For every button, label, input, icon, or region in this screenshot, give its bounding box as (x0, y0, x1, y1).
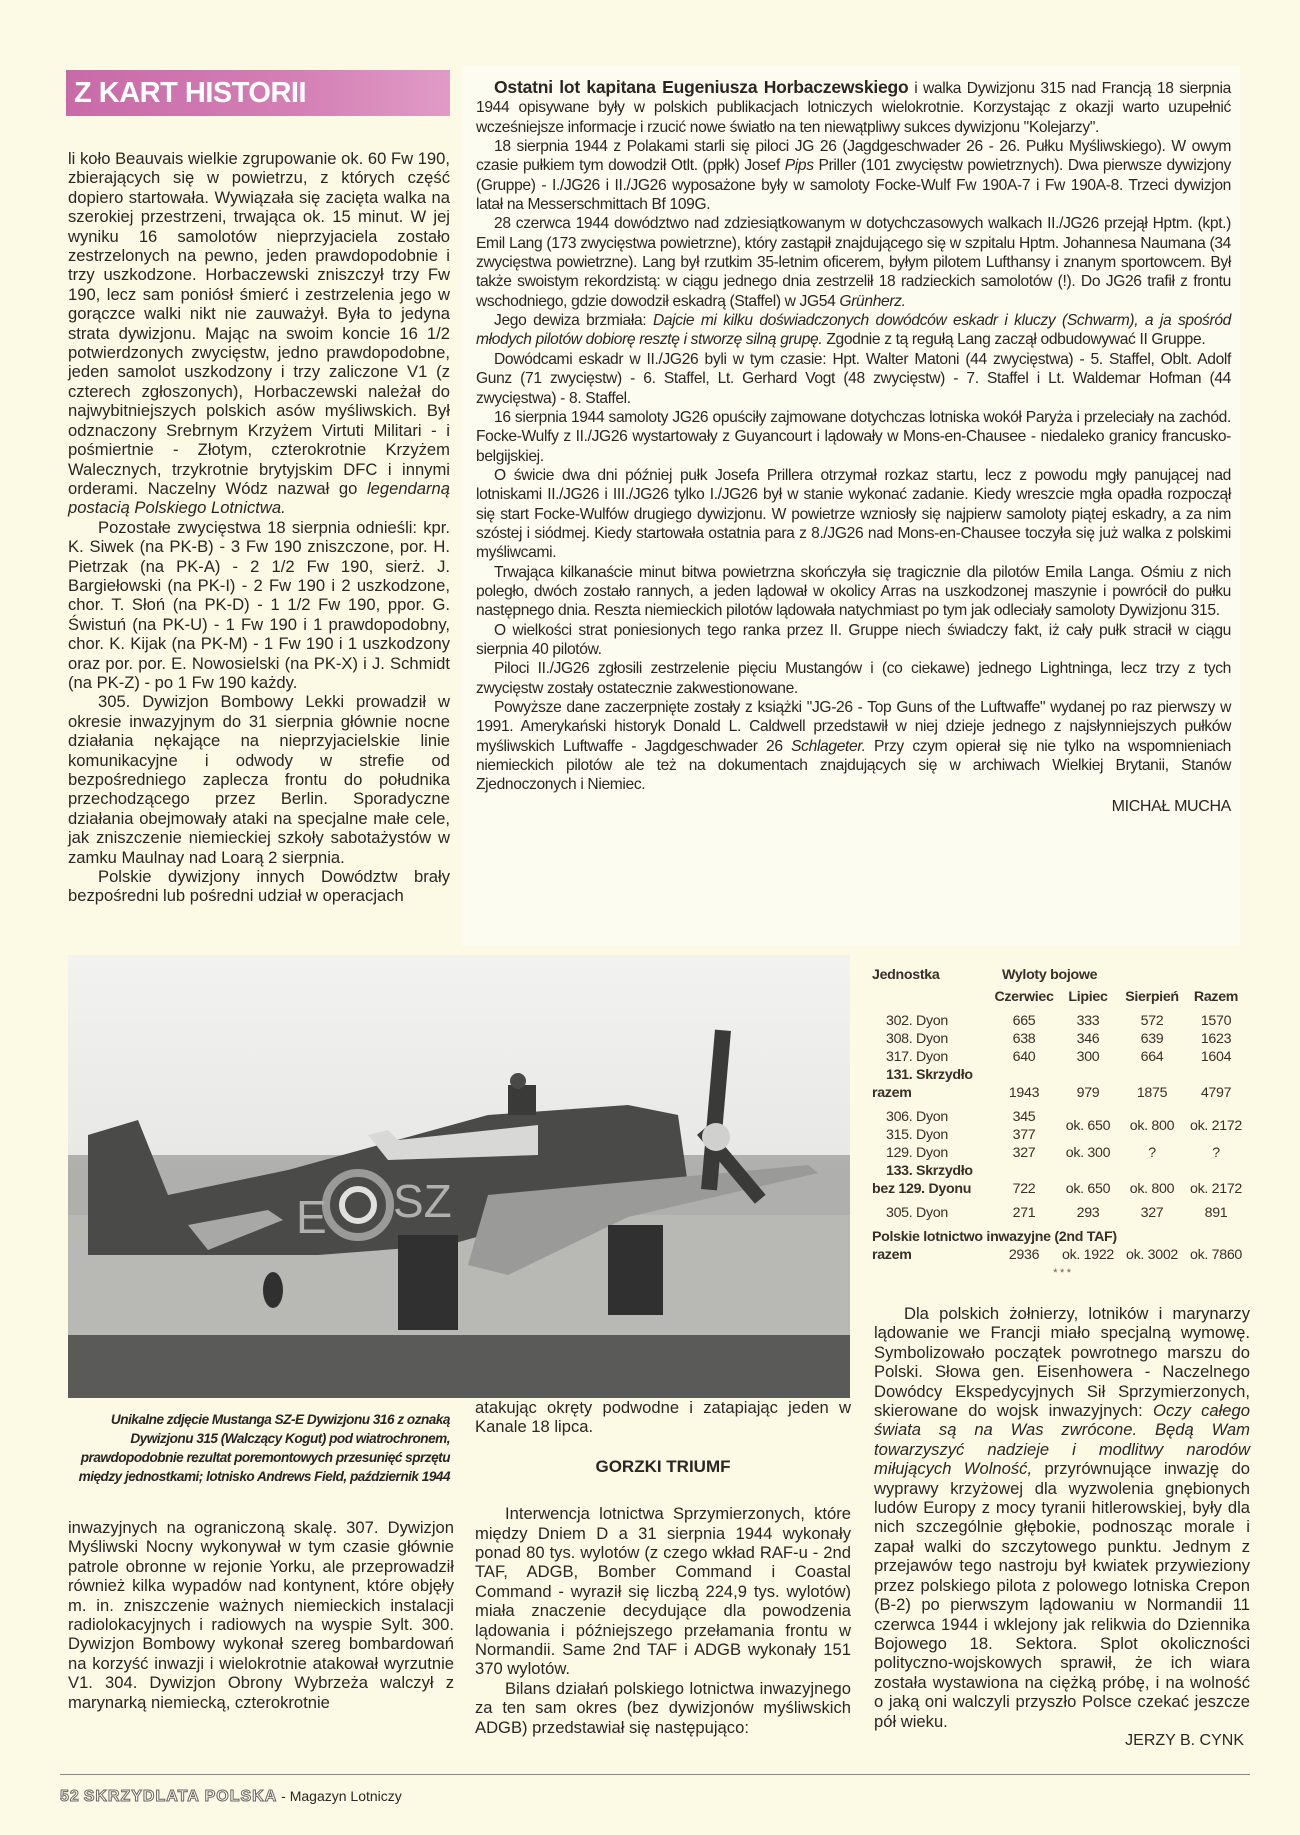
table-cell (992, 1162, 1056, 1180)
table-row (872, 1118, 1252, 1144)
magazine-logo: SKRZYDLATA POLSKA (83, 1788, 278, 1805)
table-header-group: Wyloty bojowe (1002, 967, 1098, 983)
table-row (872, 1048, 1252, 1066)
table-row (872, 1246, 1252, 1264)
paragraph: Interwencja lotnictwa Sprzymierzonych, które między Dniem D a 31 sierpnia 1944 wykonały ponad 80 tys. wylotów (z czego wkład RAF-u - 2nd TAF, ADGB, Bomber Command i Coastal Command - wyraził się liczbą 224,9 tys. wylotów) miała znaczenie decydujące dla powodzenia lądowania i późniejszego przełamania frontu w Normandii. Same 2nd TAF i ADGB wykonały 151 370 wylotów. (475, 1504, 851, 1679)
paragraph: O wielkości strat poniesionych tego ranka przez II. Gruppe niech świadczy fakt, iż cały pułk stracił w ciągu sierpnia 40 pilotów. (476, 621, 1231, 658)
paragraph: Polskie dywizjony innych Dowództw brały bezpośredni lub pośredni udział w operacjach (68, 867, 450, 906)
table-cell: 293 (1076, 1205, 1100, 1221)
table-cell: 346 (1076, 1031, 1100, 1047)
right-bottom-column (874, 1304, 1250, 1750)
table-cell: 327 (1140, 1205, 1164, 1221)
bottom-left-text (68, 1518, 454, 1712)
table-cell: 665 (1012, 1013, 1036, 1029)
table-cell: 300 (1076, 1049, 1100, 1065)
table-row-label: 302. Dyon (886, 1013, 948, 1029)
table-cell: ok. 800 (1129, 1118, 1175, 1134)
table-cell: ok. 1922 (1061, 1247, 1115, 1263)
table-row (872, 1180, 1252, 1198)
paragraph: Jego dewiza brzmiała: Dajcie mi kilku doświadczonych dowódców eskadr i kluczy (Schwarm), a ja spośród młodych pilotów dobiorę resztę i stworzę silną grupę. Zgodnie z tą regułą Lang zaczął odbudowywać II Gruppe. (476, 312, 1231, 349)
table-cell: 664 (1140, 1049, 1164, 1065)
table-cell: ok. 3002 (1125, 1247, 1179, 1263)
table-row-label: 306. Dyon (886, 1109, 948, 1125)
table-row-label: razem (872, 1247, 912, 1263)
table-cell: 638 (1012, 1031, 1036, 1047)
table-cell (1184, 1162, 1248, 1180)
table-cell (1120, 1066, 1184, 1084)
table-cell: ok. 800 (1129, 1181, 1175, 1197)
table-cell: 4797 (1200, 1085, 1232, 1101)
table-row (872, 1030, 1252, 1048)
table-cell: 1604 (1200, 1049, 1232, 1065)
paragraph: li koło Beauvais wielkie zgrupowanie ok. 60 Fw 190, zbierających się w powietrzu, z których część dopiero startowała. Wywiązała się zacięta walka na szerokiej przestrzeni, trwająca ok. 15 minut. W jej wyniku 16 samolotów nieprzyjaciela zostało zestrzelonych na pewno, jeden prawdopodobnie i trzy uszkodzone. Horbaczewski zniszczył trzy Fw 190, lecz sam poniósł śmierć i zestrzelenia jego w gorączce walki nikt nie zauważył. Była to jedyna strata dywizjonu. Mając na swoim koncie 16 1/2 potwierdzonych zwycięstw, jedno prawdopodobne, jeden samolot uszkodzony i trzy zaliczone V1 (z czterech zgłoszonych), Horbaczewski należał do najwybitniejszych polskich asów myśliwskich. Był odznaczony Srebrnym Krzyżem Virtuti Militari - i pośmiertnie - Złotym, czterokrotnie Krzyżem Walecznych, trzykrotnie brytyjskim DFC i innymi orderami. Naczelny Wódz nazwał go legendarną postacią Polskiego Lotnictwa. (68, 149, 450, 518)
table-column-header: Razem (1193, 989, 1239, 1005)
continuation-text: atakując okręty podwodne i zatapiając jeden w Kanale 18 lipca. (475, 1398, 851, 1437)
table-cell: ok. 2172 (1189, 1181, 1243, 1197)
table-row-label: 129. Dyon (886, 1145, 948, 1161)
paragraph: Piloci II./JG26 zgłosili zestrzelenie pięciu Mustangów i (co ciekawe) jednego Lightninga, lecz trzy z tych zwycięstw zostały ostatecznie zakwestionowane. (476, 660, 1231, 697)
table-row (872, 1162, 1252, 1180)
table-cell: 1570 (1200, 1013, 1232, 1029)
table-cell: 722 (1012, 1181, 1036, 1197)
table-row (872, 1204, 1252, 1222)
table-cell (1120, 1162, 1184, 1180)
article-author: JERZY B. CYNK (1125, 1731, 1244, 1749)
table-cell: 572 (1140, 1013, 1164, 1029)
page-footer (60, 1788, 402, 1806)
table-cell: 2936 (1008, 1247, 1040, 1263)
paragraph: Dla polskich żołnierzy, lotników i marynarzy lądowanie we Francji miało specjalną wymowę. Symbolizowało początek powrotnego marszu do Polski. Słowa gen. Eisenhowera - Naczelnego Dowódcy Ekspedycyjnych Sił Sprzymierzonych, skierowane do wojsk inwazyjnych: Oczy całego świata są na Was zwrócone. Będą Wam towarzyszyć nadzieje i modlitwy narodów miłujących Wolność, przyrównujące inwazję do wyprawy krzyżowej dla wyzwolenia gnębionych ludów Europy z mocy tyranii hitlerowskiej, były dla nich szczególnie głębokie, podnosząc morale i zapał walki do szczytowego punktu. Jednym z przejawów tego nastroju był kwiatek przywieziony przez polskiego pilota z polowego lotniska Crepon (B-2) po pierwszym lądowaniu w Normandii 11 czerwca 1944 i wklejony jak relikwia do Dziennika Bojowego 18. Sektora. Splot okoliczności polityczno-wojskowych sprawił, że ich wiara została wystawiona na ciężką próbę, i na wolność o jaką oni walczyli przyszło Polsce czekać jeszcze pół wieku. (874, 1304, 1250, 1731)
table-column-header: Czerwiec (994, 989, 1054, 1005)
sorties-table (872, 966, 1252, 1280)
table-row-label: 133. Skrzydło (886, 1163, 973, 1179)
table-cell: 639 (1140, 1031, 1164, 1047)
paragraph: 18 sierpnia 1944 z Polakami starli się piloci JG 26 (Jagdgeschwader 26 - 26. Pułku Myśliwskiego). W owym czasie pułkiem tym dowodził Otlt. (ppłk) Josef Pips Priller (101 zwycięstw powietrznych). Dwa pierwsze dywizjony (Gruppe) - I./JG26 i II./JG26 wyposażone były w samoloty Focke-Wulf Fw 190A-7 i Fw 190A-8. Trzeci dywizjon latał na Messerschmittach Bf 109G. (476, 138, 1231, 214)
table-cell: ok. 7860 (1189, 1247, 1243, 1263)
table-cell (992, 1066, 1056, 1084)
paragraph: Bilans działań polskiego lotnictwa inwazyjnego za ten sam okres (bez dywizjonów myśliwskich ADGB) przedstawiał się następująco: (475, 1678, 851, 1737)
table-row (872, 1084, 1252, 1102)
table-row-label: 305. Dyon (886, 1205, 948, 1221)
table-cell: ok. 300 (1065, 1145, 1111, 1161)
paragraph: Powyższe dane zaczerpnięte zostały z książki "JG-26 - Top Guns of the Luftwaffe" wydanej po raz pierwszy w 1991. Amerykański historyk Donald L. Caldwell przedstawił w niej dzieje jednego z najsłynniejszych pułków myśliwskich Luftwaffe - Jagdgeschwader 26 Schlageter. Przy czym opierał się nie tylko na wspomnieniach niemieckich pilotów ale też na dokumentach znajdujących się w archiwach Wielkiej Brytanii, Stanów Zjednoczonych i Niemiec. (476, 699, 1231, 794)
table-row-label: Polskie lotnictwo inwazyjne (2nd TAF) (872, 1229, 1117, 1245)
table-column-header: Sierpień (1125, 989, 1179, 1005)
footer-divider (60, 1774, 1250, 1775)
sidebar-author: MICHAŁ MUCHA (1111, 797, 1231, 815)
paragraph: 16 sierpnia 1944 samoloty JG26 opuściły zajmowane dotychczas lotniska wokół Paryża i przeleciały na zachód. Focke-Wulfy z II./JG26 wystartowały z Guyancourt i lądowały w Mons-en-Chausee - niedaleko granicy francusko-belgijskiej. (476, 408, 1231, 465)
table-cell: 327 (1012, 1145, 1036, 1161)
magazine-subtitle: - Magazyn Lotniczy (281, 1788, 402, 1804)
paragraph: Ostatni lot kapitana Eugeniusza Horbaczewskiego i walka Dywizjonu 315 nad Francją 18 sierpnia 1944 opisywane były w polskich publikacjach lotniczych wielokrotnie. Korzystając z okazji warto uzupełnić wcześniejsze informacje i rzucić nowe światło na ten niewątpliwy sukces dywizjonu "Kolejarzy". (476, 77, 1231, 136)
table-cell: 891 (1204, 1205, 1228, 1221)
table-header-row (872, 988, 1252, 1012)
table-cell: ? (1148, 1145, 1156, 1161)
paragraph: Trwająca kilkanaście minut bitwa powietrzna skończyła się tragicznie dla pilotów Emila Langa. Ośmiu z nich poległo, dwóch zostało rannych, a jeden lądował w okolicy Arras na uszkodzonej maszynie i powrócił do pułku następnego dnia. Reszta niemieckich pilotów lądowała natychmiast po tym jak odleciały samoloty Dywizjonu 315. (476, 563, 1231, 620)
mustang-photo (68, 955, 850, 1398)
table-row-label: 315. Dyon (886, 1127, 948, 1143)
middle-column (475, 1398, 851, 1737)
table-row (872, 1228, 1252, 1246)
paragraph: Pozostałe zwycięstwa 18 sierpnia odnieśli: kpr. K. Siwek (na PK-B) - 3 Fw 190 zniszczone, por. H. Pietrzak (na PK-A) - 2 1/2 Fw 190, sierż. J. Bargiełowski (na PK-I) - 2 Fw 190 i 2 uszkodzone, chor. T. Słoń (na PK-D) - 1 1/2 Fw 190, ppor. G. Świstuń (na PK-U) - 1 Fw 190 i 1 prawdopodobny, chor. K. Kijak (na PK-M) - 1 Fw 190 i 1 uszkodzony oraz por. por. E. Nowosielski (na PK-X) i J. Schmidt (na PK-Z) - po 1 Fw 190 każdy. (68, 517, 450, 692)
table-cell: 640 (1012, 1049, 1036, 1065)
section-heading: GORZKI TRIUMF (595, 1456, 731, 1476)
table-row-label: razem (872, 1085, 912, 1101)
paragraph: Dowódcami eskadr w II./JG26 byli w tym czasie: Hpt. Walter Matoni (44 zwycięstwa) - 5. Staffel, Oblt. Adolf Gunz (71 zwycięstw) - 6. Staffel, Lt. Gerhard Vogt (48 zwycięstw) - 7. Staffel i Lt. Waldemar Hofman (44 zwycięstwa) - 8. Staffel. (476, 350, 1231, 407)
paragraph: 305. Dywizjon Bombowy Lekki prowadził w okresie inwazyjnym do 31 sierpnia głównie nocne działania nękające na nieprzyjacielskie linie komunikacyjne i odwody w strefie od bezpośredniego zaplecza frontu do południka przechodzącego przez Berlin. Sporadyczne działania obejmowały ataki na specjalne małe cele, jak zniszczenie niemieckiej szkoły sabotażystów w zamku Maulnay nad Loarą 2 sierpnia. (68, 692, 450, 867)
paragraph: 28 czerwca 1944 dowództwo nad zdziesiątkowanym w dotychczasowych walkach II./JG26 przejął Hptm. (kpt.) Emil Lang (173 zwycięstwa powietrzne), który zastąpił znajdującego się w szpitalu Hptm. Johannesa Naumana (34 zwycięstwa powietrzne). Lang był rzutkim 35-letnim oficerem, byłym pilotem Lufthansy i znanym sportowcem. Był także swoistym rekordzistą: w ciągu jednego dnia zestrzelił 18 radzieckich samolotów (!). Do JG26 trafił z frontu wschodniego, gdzie dowodził eskadrą (Staffel) w JG54 Grünherz. (476, 215, 1231, 310)
table-separator: * * * (1053, 1267, 1071, 1279)
table-cell: ok. 650 (1065, 1118, 1111, 1134)
table-row-label: bez 129. Dyonu (872, 1181, 972, 1197)
section-banner (66, 70, 450, 116)
table-cell: 271 (1012, 1205, 1036, 1221)
table-row-label: 317. Dyon (886, 1049, 948, 1065)
paragraph: inwazyjnych na ograniczoną skalę. 307. Dywizjon Myśliwski Nocny wykonywał w tym czasie głównie patrole obronne w rejonie Yorku, ale przeprowadził również kilka wypadów nad kontynent, które objęły m. in. zniszczenie ważnych niemieckich instalacji radiolokacyjnych i radiowych na wyspie Sylt. 300. Dywizjon Bombowy wykonał szereg bombardowań na korzyść inwazji i wielokrotnie atakował wyrzutnie V1. 304. Dywizjon Obrony Wybrzeża walczył z marynarką niemiecką, czterokrotnie (68, 1518, 454, 1712)
table-row (872, 1012, 1252, 1030)
table-row (872, 1144, 1252, 1162)
table-cell: ok. 650 (1065, 1181, 1111, 1197)
photo-marking-sz: SZ (393, 1175, 452, 1227)
left-column-text (68, 149, 450, 906)
paragraph: O świcie dwa dni później pułk Josefa Prillera otrzymał rozkaz startu, lecz z powodu mgły panującej nad lotniskami II./JG26 i III./JG26 tylko I./JG26 był w stanie wykonać zadanie. Kiedy wreszcie mgła opadła rozpoczął się start Focke-Wulfów drugiego dywizjonu. W powietrze wzniosły się najpierw samoloty piątej eskadry, a za nim szóstej i siódmej. Kiedy startowała ostatnia para z 8./JG26 nad Mons-en-Chausee toczyła się już walka z polskimi myśliwcami. (476, 466, 1231, 562)
table-cell: 377 (1012, 1127, 1036, 1143)
table-cell: 333 (1076, 1013, 1100, 1029)
table-cell: 1943 (1008, 1085, 1040, 1101)
photo-caption: Unikalne zdjęcie Mustanga SZ-E Dywizjonu 316 z oznaką Dywizjonu 315 (Walczący Kogut) pod wiatrochronem, prawdopodobnie rezultat poremontowych przesunięć sprzętu między jednostkami; lotnisko Andrews Field, październik 1944 (78, 1412, 450, 1484)
table-cell: 345 (1012, 1109, 1036, 1125)
table-cell (1184, 1066, 1248, 1084)
section-title: Z KART HISTORII (74, 77, 307, 109)
table-row-label: 308. Dyon (886, 1031, 948, 1047)
table-cell: 979 (1076, 1085, 1100, 1101)
table-cell: ok. 2172 (1189, 1118, 1243, 1134)
table-header-unit: Jednostka (872, 967, 940, 983)
table-row-label: 131. Skrzydło (886, 1067, 973, 1083)
table-cell (1056, 1162, 1120, 1180)
table-row (872, 1066, 1252, 1084)
page-number: 52 (60, 1788, 80, 1805)
photo-marking-e: E (296, 1191, 327, 1243)
table-cell: 1875 (1136, 1085, 1168, 1101)
sidebar-article (476, 78, 1231, 816)
table-column-header: Lipiec (1068, 989, 1108, 1005)
table-cell (1056, 1066, 1120, 1084)
table-cell: 1623 (1200, 1031, 1232, 1047)
table-cell: ? (1212, 1145, 1220, 1161)
